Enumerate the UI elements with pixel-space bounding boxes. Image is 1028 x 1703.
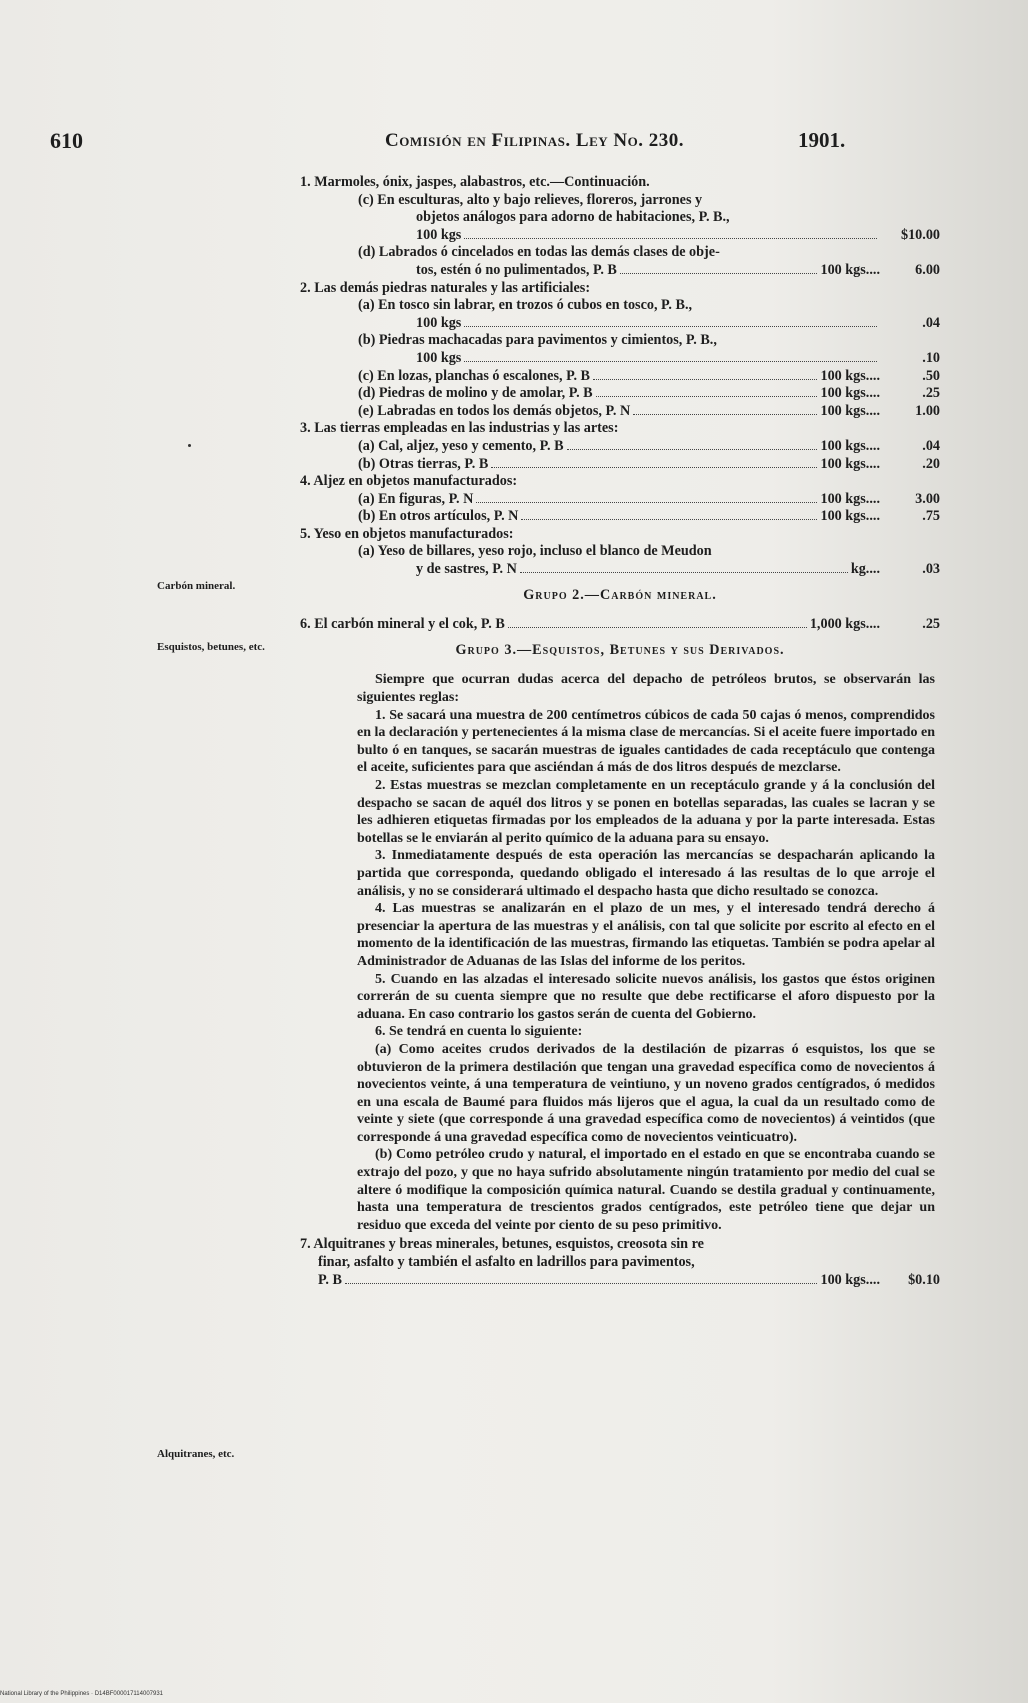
item-2a-line-1: (a) En tosco sin labrar, en trozos ó cubos en tosco, P. B., [358,297,693,314]
item-1c-line-1: (c) En esculturas, alto y bajo relieves, floreros, jarrones y [358,191,703,208]
scan-footer: National Library of the Philippines · D14BF000017114007931 [0,1691,163,1697]
item-3b-rate [300,456,940,474]
item-3a-text: (a) Cal, aljez, yeso y cemento, P. B [358,437,564,454]
paragraph-rule-4: 4. Las muestras se analizarán en el plazo de un mes, y el interesado tendrá derecho á presenciar la apertura de las muestras y el análisis, con tal que solicite por escrito al efecto en el momento de la identificación de las muestras, firmando las etiquetas. También se podra apelar al Administrador de Aduanas de las Islas del informe de los peritos. [357,901,935,969]
item-2e-text: (e) Labradas en todos los demás objetos, P. N [358,402,631,419]
item-4a-unit: 100 kgs.... [820,490,880,507]
leader-dots [620,273,818,274]
item-3a-value: .04 [922,437,940,454]
leader-dots [464,238,877,239]
item-5a-line-1: (a) Yeso de billares, yeso rojo, incluso el blanco de Meudon [358,543,712,560]
item-4b-unit: 100 kgs.... [820,508,880,525]
leader-dots [464,326,877,327]
item-4a-rate [300,491,940,509]
item-6-value: .25 [922,616,940,633]
ink-speck [188,444,191,447]
leader-dots [520,572,848,573]
item-2e-unit: 100 kgs.... [820,402,880,419]
item-1-heading: 1. Marmoles, ónix, jaspes, alabastros, etc.—Continuación. [300,174,650,190]
item-2b-line-1: (b) Piedras machacadas para pavimentos y cimientos, P. B., [358,332,717,349]
leader-dots [596,396,818,397]
item-2c-unit: 100 kgs.... [820,367,880,384]
leader-dots [521,519,817,520]
item-6-text: 6. El carbón mineral y el cok, P. B [300,616,505,633]
item-5a-value: .03 [922,561,940,578]
group-2-heading: Grupo 2.—Carbón mineral. [523,586,717,603]
item-2d-value: .25 [922,385,940,402]
item-1c-value: $10.00 [900,226,940,243]
item-2a-rate [300,315,940,333]
header-year: 1901. [798,128,846,152]
item-3b-unit: 100 kgs.... [820,455,880,472]
paragraph-rule-3: 3. Inmediatamente después de esta operación las mercancías se despacharán aplicando la partida que corresponda, quedando obligado el interesado á las resultas de lo que arroje el análisis, y no se considerará ultimado el despacho hasta que dicho resultado se conozca. [357,848,935,899]
item-6-unit: 1,000 kgs.... [809,616,880,633]
item-7-unit: 100 kgs.... [820,1271,880,1288]
item-1c-unit: 100 kgs [416,226,462,243]
leader-dots [508,627,807,628]
running-title: Comisión en Filipinas. Ley No. 230. [385,130,684,151]
item-2b-unit: 100 kgs [416,349,462,366]
item-1c-rate [300,227,940,245]
leader-dots [567,449,818,450]
item-7-text: P. B [318,1271,342,1288]
item-2-heading: 2. Las demás piedras naturales y las artificiales: [300,279,591,296]
paragraph-rule-6b: (b) Como petróleo crudo y natural, el importado en el estado en que se encontraba cuando se extrajo del pozo, y que no haya sufrido absolutamente ningún tratamiento por medio del cual se altere ó modifique la composición química natural. Cuando se destila gradual y continuamente, hasta una temperatura de trescientos grados centígrados, este petróleo tiene que dejar un residuo que exceda del veinte por ciento de su peso primitivo. [357,1147,935,1233]
item-1d-rate [300,262,940,280]
page-header [50,128,950,158]
item-3b-value: .20 [922,455,940,472]
item-4a-value: 3.00 [915,490,940,507]
item-2b-rate [300,350,940,368]
paragraph-rule-5: 5. Cuando en las alzadas el interesado solicite nuevos análisis, los gastos que éstos originen correrán de su cuenta siempre que no resulte que debe rectificarse el aforo dispuesto por la aduana. En caso contrario los gastos serán de cuenta del Gobierno. [357,971,935,1022]
item-1d-value: 6.00 [915,261,940,278]
item-7-line-1: 7. Alquitranes y breas minerales, betunes, esquistos, creosota sin re [300,1236,704,1253]
item-7-rate [300,1272,940,1290]
item-2d-text: (d) Piedras de molino y de amolar, P. B [358,385,593,402]
item-4b-text: (b) En otros artículos, P. N [358,508,519,525]
paragraph-intro: Siempre que ocurran dudas acerca del depacho de petróleos brutos, se observarán las siguientes reglas: [357,672,935,706]
item-3b-text: (b) Otras tierras, P. B [358,455,489,472]
item-7-value: $0.10 [908,1271,940,1288]
tariff-body [300,174,940,1289]
margin-note-carbon: Carbón mineral. [157,580,236,592]
paragraph-rule-2: 2. Estas muestras se mezclan completamente en un receptáculo grande y á la conclusión del despacho se sacan de aquél dos litros y se ponen en botellas separadas, las cuales se lacran y se les adhieren etiquetas firmadas por los empleados de la aduana y por la parte interesada. Estas botellas se le enviarán al perito químico de la aduana para su ensayo. [357,778,935,846]
item-1c-line-2: objetos análogos para adorno de habitaciones, P. B., [416,209,730,226]
margin-note-alquitranes: Alquitranes, etc. [157,1448,235,1460]
leader-dots [345,1283,818,1284]
paragraph-rule-6a: (a) Como aceites crudos derivados de la destilación de pizarras ó esquistos, los que se obtuvieron de la primera destilación que tengan una gravedad específica como de novecientos á novecientos veinte, á una temperatura de veintiuno, y un noveno grados centígrados, ó medidos en una escala de Baumé para fluidos más lijeros que el agua, la cual da un resultado como de veinte y siete (que corresponde á una gravedad específica como de novecientos) á veintidos (que corresponde á una gravedad específica como de novecientos veinticuatro). [357,1041,935,1145]
leader-dots [464,361,877,362]
item-2c-value: .50 [922,367,940,384]
item-3-heading: 3. Las tierras empleadas en las industrias y las artes: [300,420,619,437]
item-4-heading: 4. Aljez en objetos manufacturados: [300,473,518,490]
item-2e-rate [300,403,940,421]
leader-dots [476,502,817,503]
item-2d-rate [300,385,940,403]
item-7-line-2: finar, asfalto y también el asfalto en ladrillos para pavimentos, [318,1254,695,1271]
leader-dots [491,467,817,468]
item-5-heading: 5. Yeso en objetos manufacturados: [300,525,514,542]
item-5a-unit: kg.... [850,561,880,578]
item-2a-value: .04 [922,314,940,331]
item-2c-text: (c) En lozas, planchas ó escalones, P. B [358,367,591,384]
item-3a-unit: 100 kgs.... [820,437,880,454]
item-1d-text: tos, estén ó no pulimentados, P. B [416,261,617,278]
item-4a-text: (a) En figuras, P. N [358,490,474,507]
item-2b-value: .10 [922,349,940,366]
paragraph-rule-1: 1. Se sacará una muestra de 200 centímetros cúbicos de cada 50 cajas ó menos, comprendidos en la declaración y pertenecientes á la misma clase de mercancías. Si el aceite fuere importado en bulto ó en tanques, se sacarán muestras de iguales cantidades de cada receptáculo que contenga el aceite, suficientes para que asciéndan á más de dos litros después de mezclarse. [357,707,935,776]
item-4b-value: .75 [922,508,940,525]
item-2e-value: 1.00 [915,402,940,419]
item-6-rate [300,616,940,634]
item-5a-rate [300,561,940,579]
page-number: 610 [50,128,83,153]
item-4b-rate [300,508,940,526]
item-1d-unit: 100 kgs.... [820,261,880,278]
group-3-heading: Grupo 3.—Esquistos, Betunes y sus Derivados. [455,641,785,658]
item-3a-rate [300,438,940,456]
paragraph-rule-6: 6. Se tendrá en cuenta lo siguiente: [375,1024,583,1040]
item-2c-rate [300,368,940,386]
item-2d-unit: 100 kgs.... [820,385,880,402]
item-5a-text: y de sastres, P. N [416,561,517,578]
leader-dots [633,414,817,415]
leader-dots [593,379,817,380]
item-1d-line-1: (d) Labrados ó cincelados en todas las demás clases de obje- [358,244,720,261]
margin-note-esquistos: Esquistos, betunes, etc. [157,641,265,653]
item-2a-unit: 100 kgs [416,314,462,331]
